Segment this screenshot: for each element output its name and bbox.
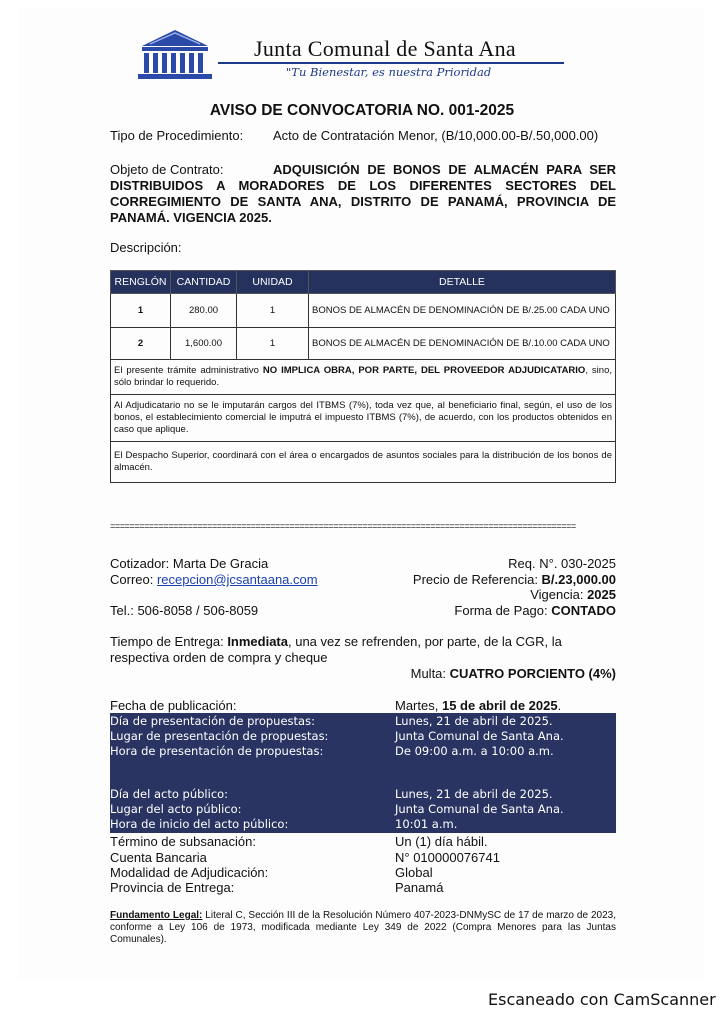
slogan: "Tu Bienestar, es nuestra Prioridad [286,65,492,79]
schedule-label: Lugar de presentación de propuestas: [110,729,329,743]
legal-basis-label: Fundamento Legal: [110,910,203,921]
schedule-value: Panamá [395,880,444,895]
procedure-label: Tipo de Procedimiento: [110,128,244,143]
header-detalle: DETALLE [309,271,616,294]
reference-price [413,572,616,588]
separator-line: ================================================================================================ [110,522,576,532]
table-header-row [111,271,616,294]
schedule-label: Término de subsanación: [110,834,256,849]
payment-method-value: CONTADO [551,603,616,618]
note-row [111,395,616,442]
note-row [111,360,616,395]
header-unidad: UNIDAD [237,271,309,294]
cell-renglon: 2 [111,328,171,360]
header-cantidad: CANTIDAD [171,271,237,294]
cell-detalle: BONOS DE ALMACÉN DE DENOMINACIÓN DE B/.10.00 CADA UNO [309,328,616,360]
header-renglon: RENGLÓN [111,271,171,294]
vigencia-label: Vigencia: [530,587,588,602]
schedule-label: Hora de inicio del acto público: [110,817,289,831]
publication-date-b: 15 de abril de 2025 [441,698,558,713]
delivery-time [110,634,610,666]
schedule-value: Junta Comunal de Santa Ana. [395,802,564,816]
publication-date [395,698,561,714]
note-row [111,442,616,483]
vigencia-value: 2025 [587,587,616,602]
schedule-label: Hora de presentación de propuestas: [110,744,324,758]
correo-line [110,572,318,588]
cell-detalle: BONOS DE ALMACÉN DE DENOMINACIÓN DE B/.25.00 CADA UNO [309,294,616,328]
procedure-value: Acto de Contratación Menor, (B/10,000.00-B/.50,000.00) [273,128,599,143]
cell-unidad: 1 [237,294,309,328]
schedule-value: 10:01 a.m. [395,817,458,831]
schedule-value: Global [395,865,433,880]
contract-object [110,162,616,226]
correo-label: Correo: [110,572,157,587]
schedule-label: Lugar del acto público: [110,802,242,816]
penalty-label: Multa: [410,666,450,681]
description-label: Descripción: [110,240,182,255]
schedule-value: De 09:00 a.m. a 10:00 a.m. [395,744,554,758]
vigencia [530,587,616,603]
publication-label: Fecha de publicación: [110,698,237,713]
camscanner-watermark: Escaneado con CamScanner [488,990,716,1009]
telefono: Tel.: 506-8058 / 506-8059 [110,603,259,618]
cell-cantidad: 1,600.00 [171,328,237,360]
schedule-value: Un (1) día hábil. [395,834,488,849]
reference-price-label: Precio de Referencia: [412,572,542,587]
table-row [111,294,616,328]
penalty-value: CUATRO PORCIENTO (4%) [449,666,616,681]
cell-cantidad: 280.00 [171,294,237,328]
schedule-label: Modalidad de Adjudicación: [110,865,269,880]
schedule-value: Junta Comunal de Santa Ana. [395,729,564,743]
header-rule [218,62,564,64]
description-table [110,270,616,483]
delivery-label: Tiempo de Entrega: [110,634,228,649]
cell-unidad: 1 [237,328,309,360]
payment-method [454,603,616,619]
page-title: AVISO DE CONVOCATORIA NO. 001-2025 [209,102,515,119]
schedule-label: Día del acto público: [110,787,229,801]
publication-date-c: . [557,698,562,713]
schedule-label: Provincia de Entrega: [110,880,235,895]
penalty [411,666,616,682]
schedule-value: Lunes, 21 de abril de 2025. [395,787,553,801]
note-no-obra-a: El presente trámite administrativo [114,365,263,376]
table-row [111,328,616,360]
schedule-label: Día de presentación de propuestas: [110,714,315,728]
payment-method-label: Forma de Pago: [454,603,552,618]
legal-basis-text: Literal C, Sección III de la Resolución Número 407-2023-DNMySC de 17 de marzo de 2023, conforme a Ley 106 de 1973, modificada mediante Ley 349 de 2022 (Compra Menores para las Juntas Comunales). [110,910,616,945]
requisition-number: Req. N°. 030-2025 [508,556,616,571]
note-no-obra-c: , sino, sólo brindar lo requerido. [114,365,612,388]
junta-comunal-logo [134,24,216,80]
note-despacho: El Despacho Superior, coordinará con el área o encargados de asuntos sociales para la distribución de los bonos de almacén. [111,442,616,483]
email-link[interactable]: recepcion@jcsantaana.com [156,572,318,587]
delivery-rest: , una vez se refrenden, por parte, de la CGR, la respectiva orden de compra y cheque [110,634,562,665]
contract-object-label: Objeto de Contrato: [110,162,224,177]
schedule-value: N° 010000076741 [395,850,500,865]
cotizador: Cotizador: Marta De Gracia [110,556,269,571]
contract-object-value: ADQUISICIÓN DE BONOS DE ALMACÉN PARA SER DISTRIBUIDOS A MORADORES DE LOS DIFERENTES SECTORES DEL CORREGIMIENTO DE SANTA ANA, DISTRITO DE PANAMÁ, PROVINCIA DE PANAMÁ. VIGENCIA 2025. [110,162,616,225]
delivery-value: Inmediata [227,634,288,649]
note-no-obra-b: NO IMPLICA OBRA, POR PARTE, DEL PROVEEDOR ADJUDICATARIO [262,365,586,376]
organization-name: Junta Comunal de Santa Ana [254,36,516,61]
schedule-label: Cuenta Bancaria [110,850,207,865]
cell-renglon: 1 [111,294,171,328]
schedule-value: Lunes, 21 de abril de 2025. [395,714,553,728]
reference-price-value: B/.23,000.00 [541,572,616,587]
note-itbms: Al Adjudicatario no se le imputarán cargos del ITBMS (7%), toda vez que, al beneficiario final, según, el uso de los bonos, el establecimiento comercial le imputrá el impuesto ITBMS (7%), de acuerdo, con los productos obtenidos en caso que aplique. [111,395,616,442]
note-no-obra [111,360,616,395]
legal-basis [110,910,616,946]
publication-date-a: Martes, [395,698,442,713]
